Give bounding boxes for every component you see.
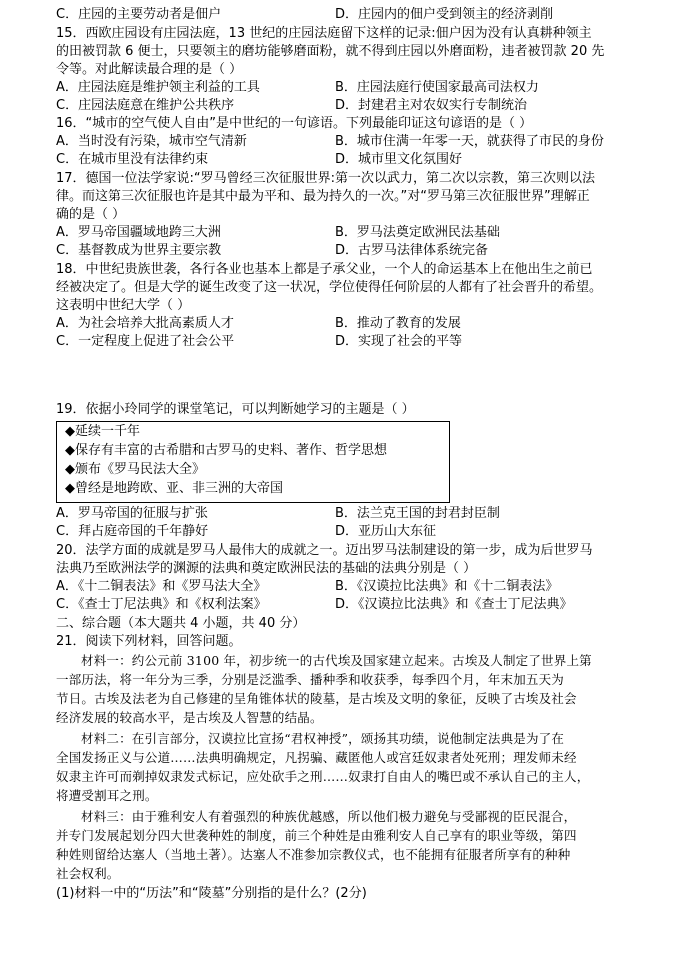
q21-sub1: (1)材料一中的“历法”和“陵墓”分别指的是什么？(2分) [56,886,367,901]
material3-line: 材料三：由于雅利安人有着强烈的种族优越感，所以他们极力避免与受鄙视的臣民混合， [81,809,577,824]
material1-line: 节日。古埃及法老为自己修建的呈角锥体状的陵墓，是古埃及文明的象征，反映了古埃及社会 [56,691,577,706]
q19-stem-line: 19．依据小玲同学的课堂笔记，可以判断她学习的主题是（ ） [56,402,415,417]
q20-stem-line: 法典乃至欧洲法学的渊源的法典和奠定欧洲民法的基础的法典分别是（ ） [56,561,477,576]
q17-option-d: D．古罗马法律体系统完备 [335,243,489,258]
material3-line: 并专门发展起划分四大世袭种姓的制度，前三个种姓是由雅利安人自己享有的职业等级，第四 [56,828,577,843]
q14-option-d: D．庄园内的佃户受到领主的经济剥削 [335,7,554,22]
q15-option-b: B．庄园法庭行使国家最高司法权力 [335,80,539,95]
q19-note-item: ◆保存有丰富的古希腊和古罗马的史料、著作、哲学思想 [65,443,387,458]
material1-line: 经济发展的较高水平，是古埃及人智慧的结晶。 [56,710,323,725]
q18-stem-line: 18．中世纪贵族世袭，各行各业也基本上都是子承父业，一个人的命运基本上在他出生之前已 [56,262,593,277]
q15-option-c: C．庄园法庭意在维护公共秩序 [56,98,235,113]
q19-notes-box [56,421,450,503]
q19-note-item: ◆延续一千年 [65,424,140,439]
q19-option-c: C．拜占庭帝国的千年静好 [56,524,209,539]
q19-note-item: ◆曾经是地跨欧、亚、非三洲的大帝国 [65,481,283,496]
q16-option-d: D．城市里文化氛围好 [335,152,463,167]
q19-note-item: ◆颁布《罗马民法大全》 [65,462,205,477]
material3-line: 种姓则留给达塞人（当地土著）。达塞人不准参加宗教仪式，也不能拥有征服者所享有的种种 [56,847,571,862]
q17-stem-line: 确的是（ ） [56,207,126,222]
q21-stem: 21．阅读下列材料，回答问题。 [56,634,242,649]
q15-option-a: A．庄园法庭是维护领主利益的工具 [56,80,260,95]
material2-line: 将遭受割耳之刑。 [56,788,158,803]
q17-option-b: B．罗马法奠定欧洲民法基础 [335,225,500,240]
q20-option-d: D．《汉谟拉比法典》和《查士丁尼法典》 [335,597,573,612]
q14-option-c: C．庄园的主要劳动者是佃户 [56,7,222,22]
material2-line: 奴隶主许可而剃掉奴隶发式标记，应处砍手之刑……奴隶打自由人的嘴巴或不承认自己的主人， [56,769,590,784]
q17-stem-line: 17．德国一位法学家说:“罗马曾经三次征服世界:第一次以武力，第二次以宗教，第三次则以法 [56,171,596,186]
q17-option-a: A．罗马帝国疆域地跨三大洲 [56,225,221,240]
q15-option-d: D．封建君主对农奴实行专制统治 [335,98,528,113]
q15-stem-line: 令等。对此解读最合理的是（ ） [56,62,243,77]
material2-line: 材料二：在引言部分，汉谟拉比宣扬“君权神授”，颂扬其功绩，说他制定法典是为了在 [81,731,565,746]
section-heading: 二、综合题（本大题共 4 小题，共 40 分） [56,616,306,631]
q18-option-c: C．一定程度上促进了社会公平 [56,334,235,349]
material1-line: 材料一：约公元前 3100 年，初步统一的古代埃及国家建立起来。古埃及人制定了世界上第 [81,653,592,668]
q17-option-c: C．基督教成为世界主要宗教 [56,243,222,258]
q18-option-d: D．实现了社会的平等 [335,334,463,349]
q16-stem-line: 16．“城市的空气使人自由”是中世纪的一句谚语。下列最能印证这句谚语的是（ ） [56,116,533,131]
q16-option-a: A．当时没有污染，城市空气清新 [56,134,247,149]
q18-stem-line: 经被决定了。但是大学的诞生改变了这一状况，学位使得任何阶层的人都有了社会晋升的希望。 [56,280,603,295]
q18-option-a: A．为社会培养大批高素质人才 [56,316,234,331]
q20-option-a: A．《十二铜表法》和《罗马法大全》 [56,579,267,594]
q20-option-b: B．《汉谟拉比法典》和《十二铜表法》 [335,579,559,594]
q20-stem-line: 20．法学方面的成就是罗马人最伟大的成就之一。迈出罗马法制建设的第一步，成为后世罗马 [56,543,593,558]
q18-option-b: B．推动了教育的发展 [335,316,461,331]
material2-line: 全国发扬正义与公道……法典明确规定，凡拐骗、藏匿他人或宫廷奴隶者处死刑；理发师未经 [56,750,577,765]
q19-option-b: B．法兰克王国的封君封臣制 [335,506,500,521]
q19-option-a: A．罗马帝国的征服与扩张 [56,506,208,521]
q15-stem-line: 的田被罚款 6 便士，只要领主的磨坊能够磨面粉，就不得到庄园以外磨面粉，违者被罚款 20 先 [56,44,605,59]
q16-option-c: C．在城市里没有法律约束 [56,152,209,167]
q20-option-c: C．《查士丁尼法典》和《权利法案》 [56,597,267,612]
q17-stem-line: 律。而这第三次征服也许是其中最为平和、最为持久的一次。”对“罗马第三次征服世界”理解正 [56,189,590,204]
q19-option-d: D．亚历山大东征 [335,524,437,539]
q18-stem-line: 这表明中世纪大学（ ） [56,298,191,313]
material1-line: 一部历法，将一年分为三季，分别是泛滥季、播种季和收获季，每季四个月，年末加五天为 [56,672,565,687]
material3-line: 社会权利。 [56,866,120,881]
q15-stem-line: 15．西欧庄园设有庄园法庭，13 世纪的庄园法庭留下这样的记录:佃户因为没有认真耕种领主 [56,26,592,41]
q16-option-b: B．城市住满一年零一天，就获得了市民的身份 [335,134,604,149]
